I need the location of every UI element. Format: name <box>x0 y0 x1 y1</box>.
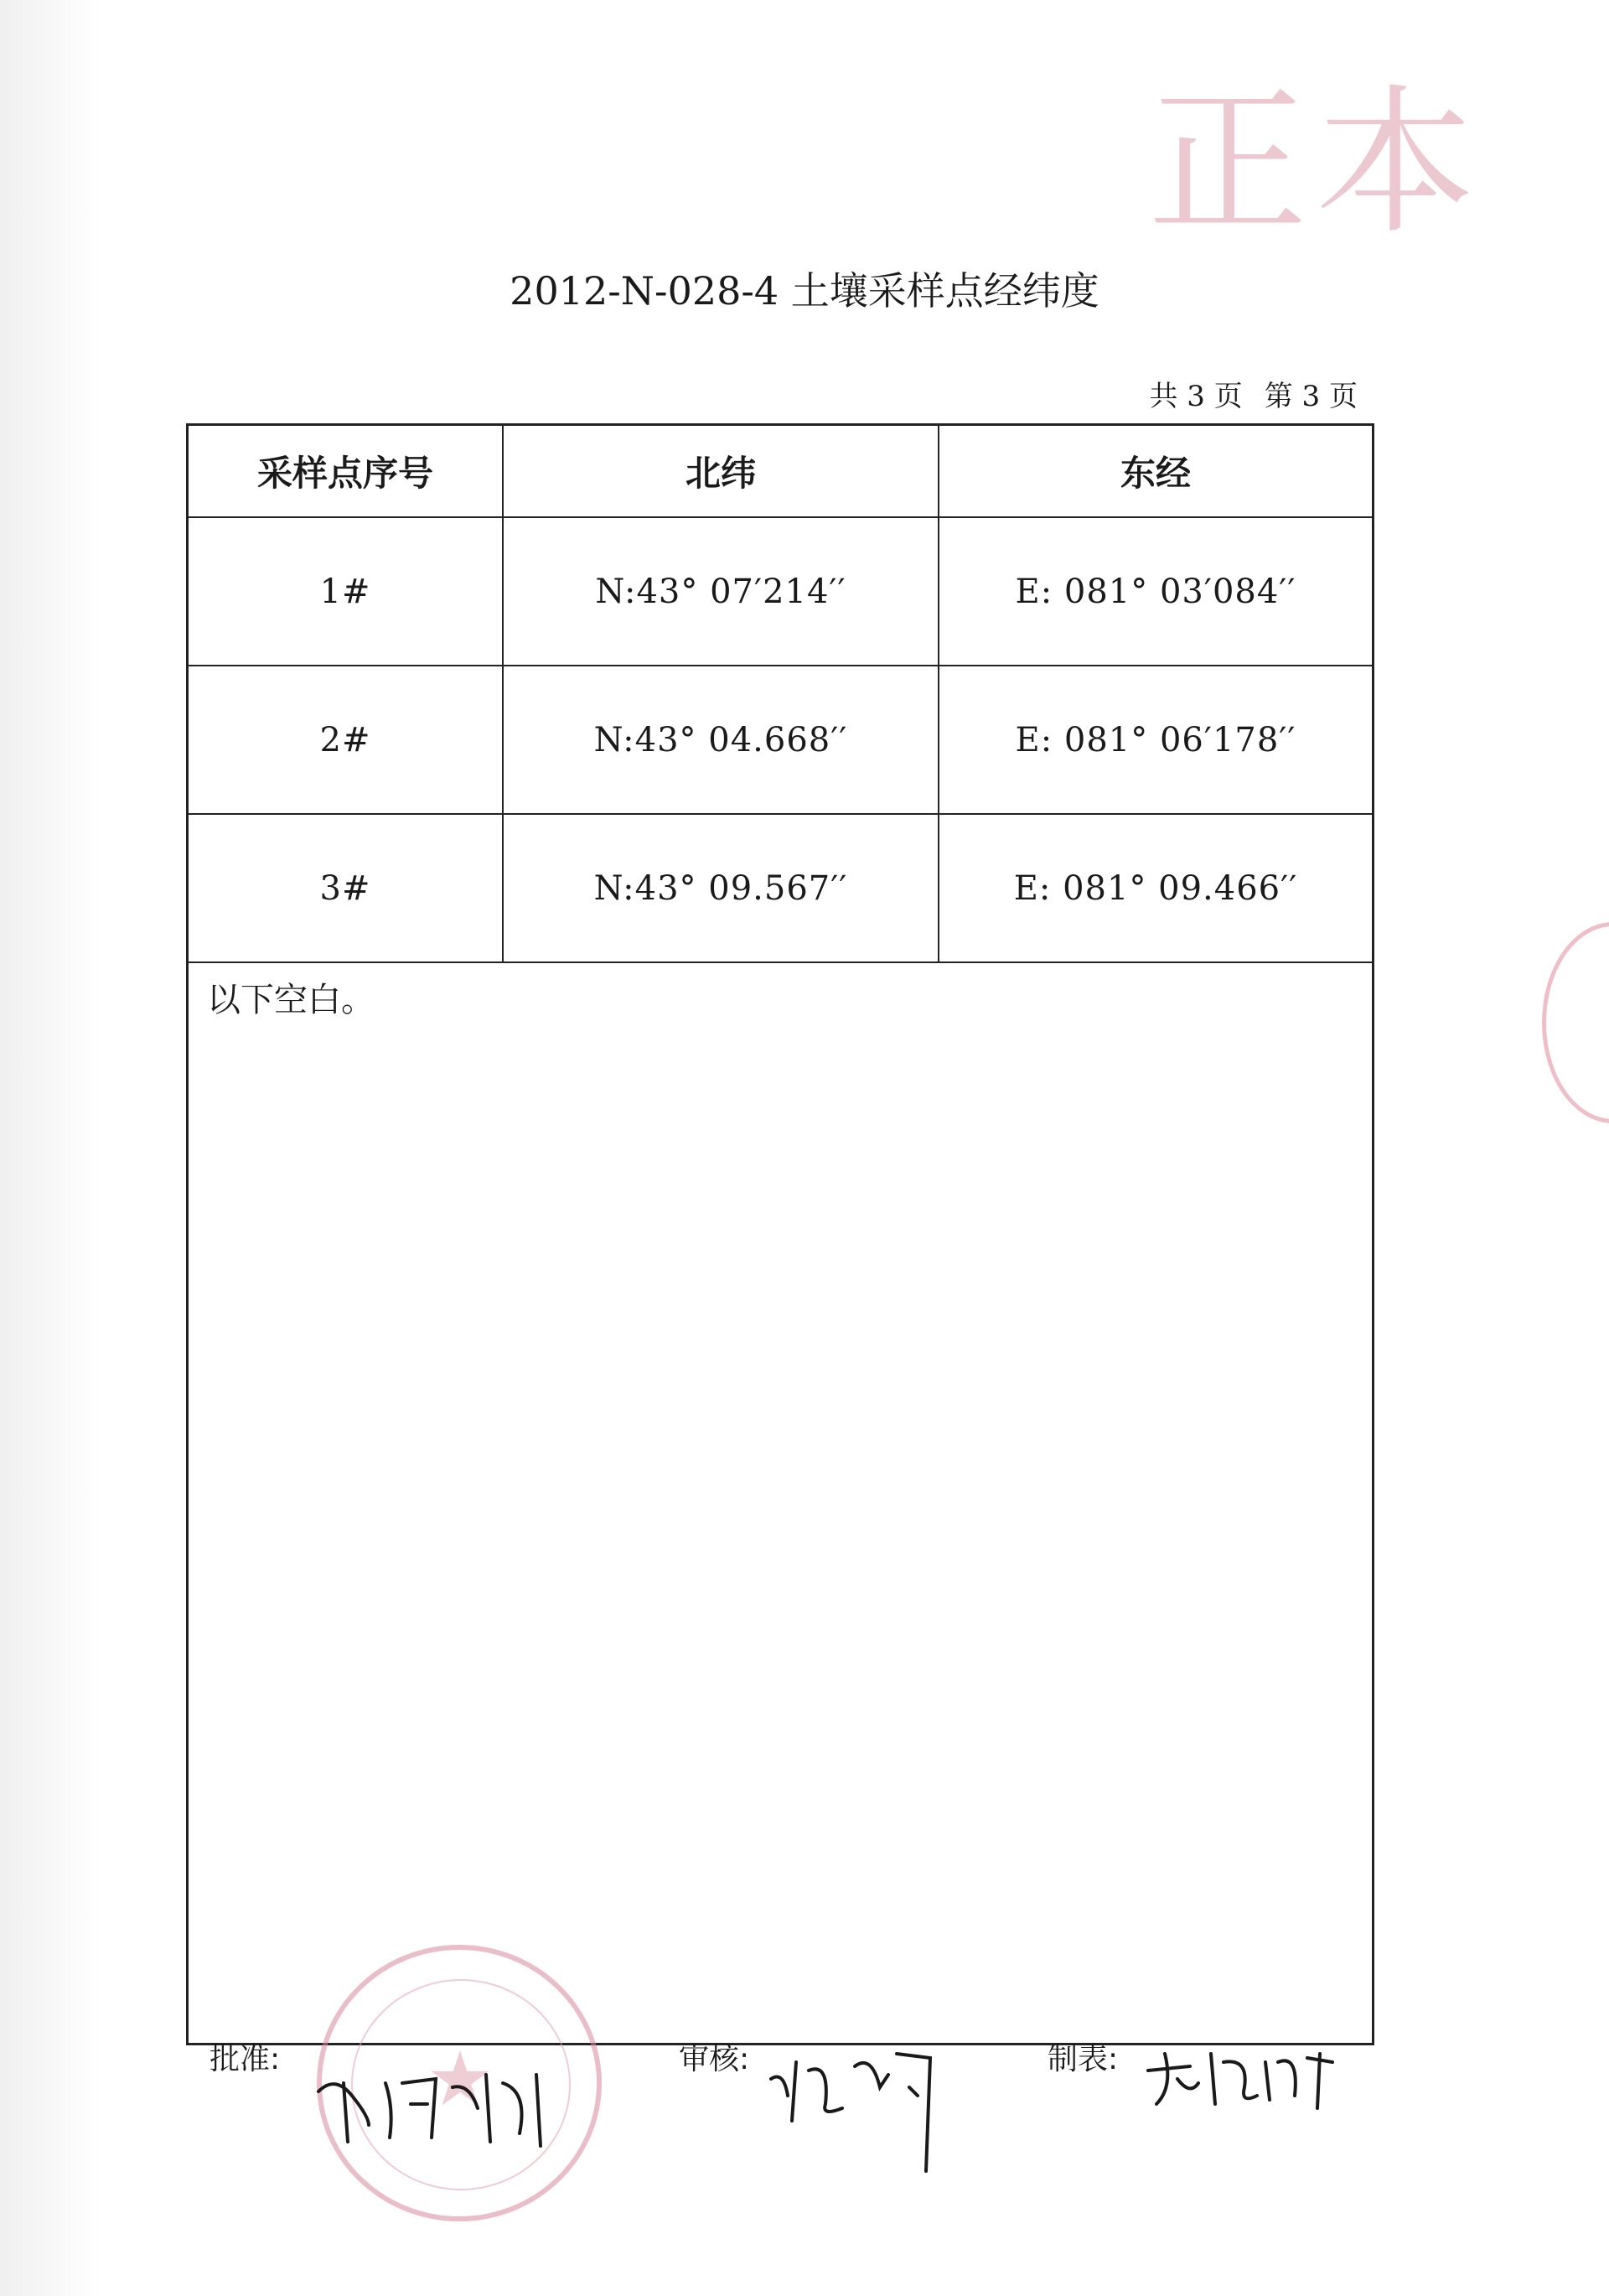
header-longitude: 东经 <box>939 426 1372 517</box>
page-total: 共 3 页 <box>1149 380 1243 413</box>
longitude-cell: E: 081° 09.466′′ <box>939 814 1372 962</box>
blank-remark: 以下空白。 <box>207 981 375 1019</box>
data-frame <box>186 423 1374 2045</box>
longitude-cell: E: 081° 03′084′′ <box>939 517 1372 666</box>
approver-signature <box>310 2058 561 2150</box>
latitude-cell: N:43° 04.668′′ <box>503 666 939 814</box>
page-current: 第 3 页 <box>1264 380 1358 413</box>
page-indicator <box>1073 376 1358 417</box>
approve-label: 批准: <box>210 2042 281 2076</box>
table-header-row <box>189 426 1372 517</box>
review-label: 审核: <box>679 2042 750 2076</box>
scan-shadow <box>0 0 101 2296</box>
latitude-cell: N:43° 09.567′′ <box>503 814 939 962</box>
table-row <box>189 814 1372 962</box>
sample-id-cell: 2# <box>189 666 503 814</box>
longitude-cell: E: 081° 06′178′′ <box>939 666 1372 814</box>
sample-id-cell: 1# <box>189 517 503 666</box>
original-copy-stamp: 正本 <box>1148 70 1484 256</box>
seal-star-icon: ★ <box>426 2035 494 2123</box>
table-row <box>189 517 1372 666</box>
latitude-cell: N:43° 07′214′′ <box>503 517 939 666</box>
sample-id-cell: 3# <box>189 814 503 962</box>
header-latitude: 北纬 <box>503 426 939 517</box>
header-sample-id: 采样点序号 <box>189 426 503 517</box>
table-row <box>189 666 1372 814</box>
document-title: 2012-N-028-4 土壤采样点经纬度 <box>510 268 1099 314</box>
coordinates-table <box>189 426 1372 963</box>
prepare-label: 制表: <box>1048 2042 1119 2076</box>
preparer-signature <box>1140 2037 1341 2112</box>
reviewer-signature <box>763 2037 964 2188</box>
edge-seal-mark <box>1542 922 1609 1123</box>
